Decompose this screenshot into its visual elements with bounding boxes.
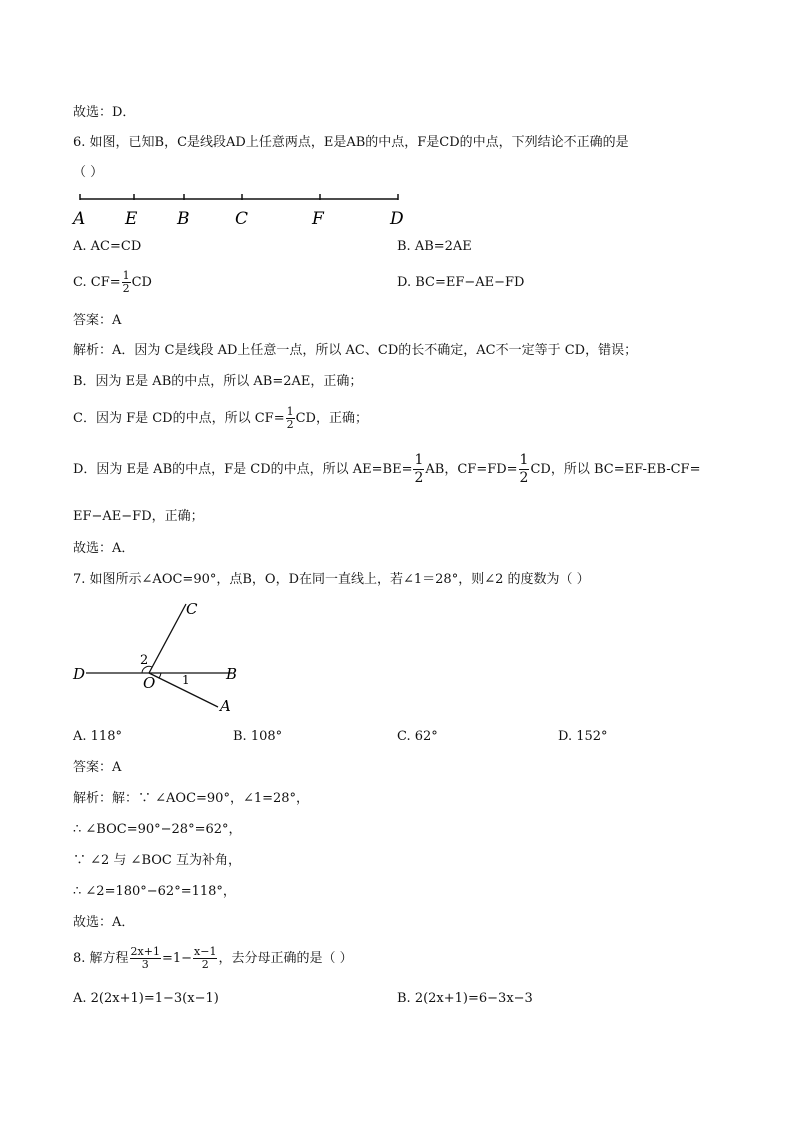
q7-option-a: A. 118°	[73, 729, 122, 744]
q7-analysis-1: 解析：解：∵ ∠AOC=90°，∠1=28°，	[73, 791, 310, 806]
q7-option-c: C. 62°	[397, 729, 438, 744]
q8-option-a: A. 2(2x+1)=1−3(x−1)	[73, 991, 219, 1006]
q7-analysis-4: ∴ ∠2=180°−62°=118°，	[73, 884, 236, 899]
q6-option-c: C. CF= $\frac{1}{2}$ CD	[73, 269, 152, 295]
q8-stem: 8. 解方程 $\frac{2x+1}{3}$ =1− $\frac{x-1}{2}$ ，去分母正确的是（ ）	[73, 945, 353, 971]
q6-option-a: A. AC=CD	[73, 239, 142, 254]
label-A: A	[220, 697, 231, 715]
point-label-D: D	[390, 209, 404, 229]
q6-paren: （ ）	[73, 165, 104, 180]
point-label-A: A	[73, 209, 86, 229]
point-label-C: C	[235, 209, 249, 229]
q6-analysis-b: B．因为 E是 AB的中点，所以 AB=2AE，正确；	[73, 374, 363, 389]
label-B: B	[226, 665, 238, 683]
label-D: D	[73, 665, 86, 683]
q6-choose: 故选：A．	[73, 541, 135, 556]
q6-segment-figure	[70, 190, 410, 230]
point-label-E: E	[125, 209, 138, 229]
q8-option-b: B. 2(2x+1)=6−3x−3	[397, 991, 533, 1006]
q6-analysis-d-cont: EF−AE−FD，正确；	[73, 509, 204, 524]
q7-option-b: B. 108°	[233, 729, 283, 744]
q6-analysis-d: D．因为 E是 AB的中点，F是 CD的中点，所以 AE=BE= $\frac{1}{2}$ AB，CF=FD= $\frac{1}{2}$ CD，所以 BC=EF-EB-CF=	[73, 452, 701, 486]
q6-option-b: B. AB=2AE	[397, 239, 472, 254]
point-label-F: F	[312, 209, 324, 229]
q7-option-d: D. 152°	[558, 729, 608, 744]
q7-analysis-2: ∴ ∠BOC=90°−28°=62°，	[73, 822, 242, 837]
q7-angle-figure	[66, 596, 256, 716]
label-O: O	[143, 674, 156, 692]
q6-stem: 6. 如图，已知B，C是线段AD上任意两点，E是AB的中点，F是CD的中点，下列结论不正确的是	[73, 135, 629, 150]
q7-analysis-3: ∵ ∠2 与 ∠BOC 互为补角，	[73, 853, 241, 868]
q7-choose: 故选：A．	[73, 915, 135, 930]
point-label-B: B	[177, 209, 190, 229]
q6-option-d: D. BC=EF−AE−FD	[397, 275, 525, 290]
prev-answer-choice: 故选：D．	[73, 105, 136, 120]
q6-analysis-c: C．因为 F是 CD的中点，所以 CF= $\frac{1}{2}$ CD，正确；	[73, 405, 368, 431]
label-C: C	[186, 600, 198, 618]
q6-analysis-a: 解析：A．因为 C是线段 AD上任意一点，所以 AC、CD的长不确定，AC不一定等于 CD，错误；	[73, 343, 638, 358]
q7-answer: 答案：A	[73, 760, 122, 775]
q7-stem: 7. 如图所示∠AOC=90°，点B，O，D在同一直线上，若∠1＝28°，则∠2 的度数为（ ）	[73, 572, 590, 587]
label-2: 2	[140, 653, 149, 668]
q6-answer: 答案：A	[73, 313, 122, 328]
label-1: 1	[182, 673, 190, 687]
